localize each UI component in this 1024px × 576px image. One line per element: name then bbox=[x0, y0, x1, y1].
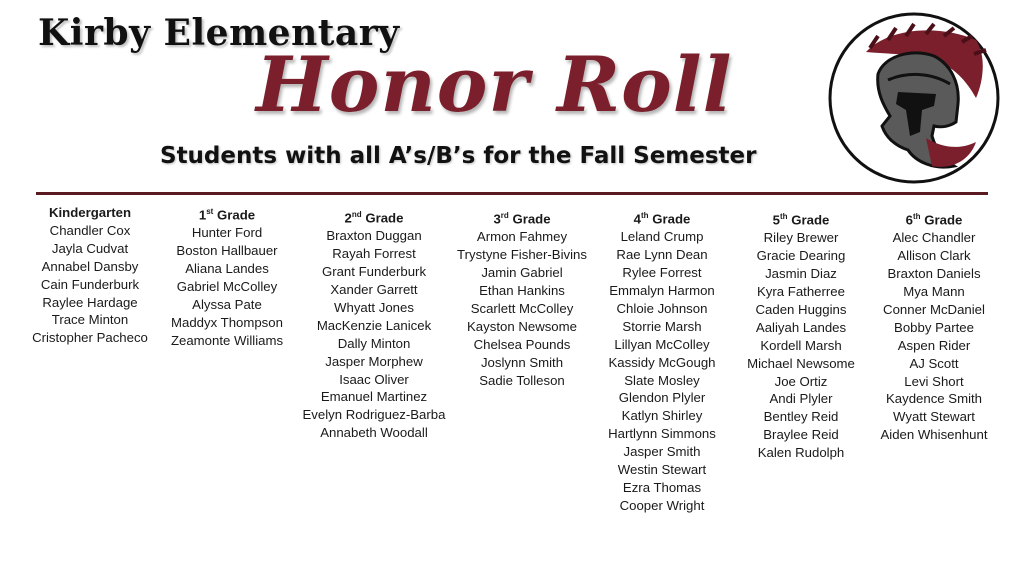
student-name: Conner McDaniel bbox=[883, 301, 985, 317]
student-name: Scarlett McColley bbox=[470, 300, 574, 316]
student-name: Bobby Partee bbox=[894, 319, 974, 335]
student-name: Kordell Marsh bbox=[760, 337, 842, 353]
student-name: Riley Brewer bbox=[763, 230, 839, 246]
student-name: Xander Garrett bbox=[330, 282, 418, 298]
spartan-helmet-icon bbox=[826, 10, 1002, 186]
student-name: Aliana Landes bbox=[185, 261, 269, 277]
student-name: Mya Mann bbox=[903, 284, 965, 300]
honor-roll-title: Honor Roll bbox=[256, 40, 733, 129]
grade-header-label: 2 bbox=[344, 210, 352, 226]
student-name: Raylee Hardage bbox=[42, 294, 138, 310]
student-name: Kyra Fatherree bbox=[757, 284, 845, 300]
grade-header-suffix: nd bbox=[351, 210, 362, 219]
student-name: Allison Clark bbox=[897, 248, 971, 264]
grade-header-rest: Grade bbox=[361, 210, 404, 226]
student-name: MacKenzie Lanicek bbox=[316, 317, 432, 333]
grade-header-rest: Grade bbox=[920, 212, 963, 228]
student-name: Braylee Reid bbox=[763, 427, 839, 443]
student-name: Leland Crump bbox=[620, 229, 704, 245]
grade-header-label: 5 bbox=[772, 212, 780, 228]
student-name: Chelsea Pounds bbox=[473, 336, 571, 352]
grade-header-label: 4 bbox=[633, 211, 641, 227]
student-name: Cooper Wright bbox=[619, 497, 705, 513]
student-name: Zeamonte Williams bbox=[170, 332, 284, 348]
grade-header-suffix: th bbox=[780, 212, 788, 221]
student-name: Boston Hallbauer bbox=[176, 243, 278, 259]
grade-header-label: 6 bbox=[905, 212, 913, 228]
student-name: Caden Huggins bbox=[755, 301, 847, 317]
student-name: AJ Scott bbox=[909, 355, 959, 371]
student-name: Aaliyah Landes bbox=[755, 319, 847, 335]
grade-header bbox=[844, 208, 1024, 229]
student-name: Chandler Cox bbox=[49, 222, 131, 238]
student-name: Kaydence Smith bbox=[885, 391, 983, 407]
student-name: Emanuel Martinez bbox=[320, 389, 428, 405]
student-name: Hartlynn Simmons bbox=[608, 426, 716, 442]
student-name: Maddyx Thompson bbox=[171, 314, 283, 330]
grade-header-rest: Grade bbox=[787, 212, 830, 228]
student-name: Andi Plyler bbox=[769, 391, 833, 407]
grade-header-rest: Grade bbox=[508, 211, 551, 227]
subtitle: Students with all A’s/B’s for the Fall Semester bbox=[160, 143, 757, 169]
grade-header-label: 1 bbox=[198, 207, 207, 223]
student-name: Aiden Whisenhunt bbox=[880, 427, 988, 443]
student-name: Rae Lynn Dean bbox=[616, 247, 708, 263]
student-name: Evelyn Rodriguez-Barba bbox=[302, 407, 446, 423]
student-name: Trystyne Fisher-Bivins bbox=[457, 247, 587, 263]
student-name: Dally Minton bbox=[337, 335, 411, 351]
student-name: Armon Fahmey bbox=[476, 229, 568, 245]
student-name: Kalen Rudolph bbox=[757, 445, 845, 461]
student-name: Isaac Oliver bbox=[339, 371, 409, 387]
student-name: Lillyan McColley bbox=[614, 336, 710, 352]
grade-header-rest: Grade bbox=[213, 207, 256, 223]
student-name: Bentley Reid bbox=[763, 409, 839, 425]
student-name: Joslynn Smith bbox=[480, 354, 564, 370]
student-name: Michael Newsome bbox=[747, 355, 855, 371]
grade-column bbox=[844, 208, 1024, 444]
student-name: Ethan Hankins bbox=[479, 283, 565, 299]
student-name: Annabeth Woodall bbox=[320, 425, 428, 441]
student-name: Joe Ortiz bbox=[774, 373, 828, 389]
student-name: Aspen Rider bbox=[897, 337, 971, 353]
student-name: Grant Funderburk bbox=[321, 264, 427, 280]
student-name: Jasmin Diaz bbox=[765, 266, 837, 282]
student-name: Cain Funderburk bbox=[40, 276, 140, 292]
student-name: Emmalyn Harmon bbox=[609, 283, 715, 299]
student-name: Alec Chandler bbox=[892, 230, 976, 246]
student-name: Slate Mosley bbox=[624, 372, 700, 388]
student-name: Jasper Smith bbox=[623, 444, 701, 460]
divider-rule bbox=[36, 192, 988, 195]
student-name: Ezra Thomas bbox=[622, 479, 702, 495]
student-name: Alyssa Pate bbox=[192, 296, 262, 312]
student-name: Storrie Marsh bbox=[622, 318, 702, 334]
student-name: Rylee Forrest bbox=[622, 265, 702, 281]
student-name: Hunter Ford bbox=[191, 225, 263, 241]
student-name: Kassidy McGough bbox=[608, 354, 716, 370]
student-name: Westin Stewart bbox=[617, 462, 707, 478]
grade-header-label: Kindergarten bbox=[48, 205, 132, 220]
grade-header-rest: Grade bbox=[648, 211, 691, 227]
student-name: Gabriel McColley bbox=[176, 279, 278, 295]
grade-header-label: 3 bbox=[493, 211, 501, 227]
grade-header-suffix: th bbox=[913, 212, 921, 221]
student-name: Whyatt Jones bbox=[334, 299, 414, 315]
grade-header-suffix: st bbox=[206, 207, 214, 216]
student-name: Katlyn Shirley bbox=[621, 408, 703, 424]
student-name: Kayston Newsome bbox=[467, 318, 577, 334]
student-name: Cristopher Pacheco bbox=[32, 330, 148, 346]
student-name: Jayla Cudvat bbox=[51, 240, 129, 256]
student-name: Braxton Daniels bbox=[887, 266, 981, 282]
student-name: Wyatt Stewart bbox=[893, 409, 975, 425]
student-name: Braxton Duggan bbox=[326, 228, 422, 244]
student-name: Trace Minton bbox=[51, 312, 129, 328]
student-name: Chloie Johnson bbox=[616, 300, 708, 316]
student-name: Levi Short bbox=[904, 373, 964, 389]
grade-header-suffix: th bbox=[641, 211, 649, 220]
grade-header-suffix: rd bbox=[500, 211, 509, 220]
student-name: Annabel Dansby bbox=[41, 258, 139, 274]
student-name: Gracie Dearing bbox=[756, 248, 846, 264]
student-name: Glendon Plyler bbox=[618, 390, 706, 406]
school-name: Kirby Elementary bbox=[38, 12, 400, 54]
student-name: Sadie Tolleson bbox=[479, 372, 565, 388]
student-name: Jasper Morphew bbox=[325, 353, 423, 369]
student-name: Jamin Gabriel bbox=[481, 265, 563, 281]
student-name: Rayah Forrest bbox=[332, 246, 416, 262]
